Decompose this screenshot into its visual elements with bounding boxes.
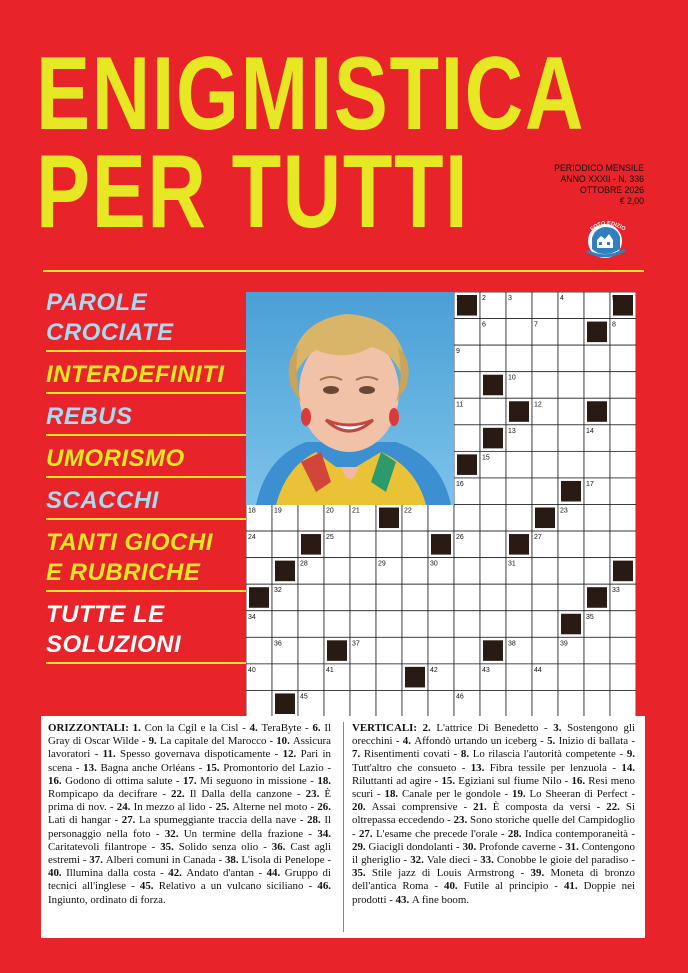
menu-item-scacchi: SCACCHI (46, 487, 159, 514)
grid-number: 4 (560, 295, 564, 302)
clue: 46. Ingiunto, ordinato di forza. (48, 880, 332, 906)
grid-number: 40 (248, 666, 256, 674)
clue: 44. Gruppo di tecnici all'inglese - (48, 867, 331, 893)
clues-heading: ORIZZONTALI: (48, 722, 133, 734)
grid-cell (376, 637, 402, 664)
black-square (587, 587, 607, 608)
grid-number: 10 (508, 374, 516, 382)
black-square (457, 454, 477, 475)
grid-number: 8 (612, 321, 616, 329)
grid-cell (454, 505, 480, 532)
menu-divider (46, 518, 246, 520)
grid-cell (584, 505, 610, 532)
grid-cell (454, 558, 480, 585)
clue: 7. Risentimenti covati - (352, 748, 461, 761)
grid-cell (376, 611, 402, 638)
clue: 13. Fibra tessile per lenzuola - (470, 761, 622, 774)
grid-cell (428, 690, 454, 717)
grid-number: 27 (534, 534, 542, 542)
grid-cell (584, 345, 610, 372)
grid-cell (402, 531, 428, 558)
grid-cell (610, 664, 636, 691)
grid-number: 36 (274, 640, 282, 648)
grid-cell (246, 637, 272, 664)
grid-cell (506, 505, 532, 532)
grid-number: 16 (456, 480, 464, 488)
grid-cell (480, 690, 506, 717)
menu-item-rebus: REBUS (46, 403, 133, 430)
grid-number: 6 (482, 321, 486, 329)
black-square (249, 587, 269, 608)
grid-cell (506, 451, 532, 478)
grid-cell (558, 372, 584, 399)
issue-number: ANNO XXXII - N. 336 (560, 174, 644, 185)
clue: 36. Cast agli estremi - (48, 840, 331, 867)
clue: 1. Con la Cgil e la Cisl - (132, 722, 250, 734)
grid-cell (402, 584, 428, 611)
grid-cell (532, 478, 558, 505)
grid-cell (428, 505, 454, 532)
clue: 15. Promontorio del Lazio - (205, 761, 331, 774)
grid-cell (584, 292, 610, 319)
grid-cell (584, 558, 610, 585)
grid-cell (402, 611, 428, 638)
menu-item-umorismo: UMORISMO (46, 445, 185, 472)
grid-number: 45 (300, 693, 308, 701)
clue: 20. Assai comprensive - (352, 801, 474, 814)
grid-cell (272, 531, 298, 558)
grid-cell (298, 637, 324, 664)
grid-cell (610, 478, 636, 505)
black-square (405, 667, 425, 688)
grid-cell (324, 611, 350, 638)
grid-cell (298, 584, 324, 611)
grid-number: 37 (352, 640, 360, 648)
grid-number: 1 (456, 295, 460, 302)
grid-cell (298, 505, 324, 532)
grid-cell (558, 451, 584, 478)
grid-number: 38 (508, 640, 516, 648)
grid-cell (324, 584, 350, 611)
grid-cell (272, 664, 298, 691)
grid-number: 42 (430, 666, 438, 674)
clue: 2. L'attrice Di Benedetto - (422, 722, 554, 734)
clue: 23. Sono storiche quelle del Campidoglio - (352, 814, 635, 840)
grid-cell (454, 372, 480, 399)
grid-cell (350, 584, 376, 611)
menu-divider (46, 662, 246, 664)
clue: 18. Canale per le gondole - (384, 788, 512, 801)
clue: 37. Alberi comuni in Canada - (89, 854, 225, 867)
grid-cell (454, 584, 480, 611)
clue: 26. Lati di hangar - (48, 801, 331, 827)
clue: 31. Contengono il gheriglio - (352, 840, 636, 867)
grid-number: 24 (248, 534, 256, 542)
clue: 28. Il personaggio nella foto - (48, 814, 331, 840)
clue: 38. L'isola di Penelope - (224, 854, 331, 867)
clue: 28. Indica contemporaneità - (507, 827, 635, 840)
black-square (431, 534, 451, 555)
clue: 21. È composta da versi - (473, 801, 607, 814)
menu-divider (46, 476, 246, 478)
grid-cell (558, 584, 584, 611)
grid-cell (558, 398, 584, 425)
grid-cell (402, 690, 428, 717)
grid-number: 43 (482, 666, 490, 674)
clues-heading: VERTICALI: (352, 722, 423, 734)
clue: 27. L'esame che precede l'orale - (358, 827, 508, 840)
grid-cell (584, 531, 610, 558)
grid-cell (272, 611, 298, 638)
grid-cell (610, 690, 636, 717)
clue: 13. Bagna anche Orléans - (83, 761, 206, 774)
black-square (483, 375, 503, 396)
grid-cell (506, 584, 532, 611)
clue: 4. Affondò urtando un iceberg - (402, 735, 548, 748)
grid-cell (480, 531, 506, 558)
black-square (535, 508, 555, 529)
clue: 29. Giacigli dondolanti - (352, 840, 463, 853)
grid-cell (480, 505, 506, 532)
grid-number: 39 (560, 640, 568, 648)
grid-number: 19 (274, 507, 282, 515)
menu-item-soluzioni: SOLUZIONI (46, 631, 182, 658)
contents-list (46, 288, 246, 672)
clue: 41. Doppie nei prodotti - (352, 880, 635, 906)
grid-number: 34 (248, 613, 256, 621)
clues-divider (343, 722, 344, 932)
grid-cell (610, 505, 636, 532)
clue: 22. Il Dalla della canzone - (171, 788, 306, 801)
grid-number: 23 (560, 507, 568, 515)
grid-cell (350, 664, 376, 691)
grid-cell (584, 690, 610, 717)
grid-number: 46 (456, 693, 464, 701)
grid-cell (610, 345, 636, 372)
clue: 23. È prima di nov. - (48, 788, 331, 814)
header-divider (43, 270, 644, 272)
menu-item-tanti-giochi: TANTI GIOCHI (46, 529, 213, 556)
menu-item-parole: PAROLE (46, 289, 148, 316)
clue: 22. Si oltrepassa eccedendo - (352, 801, 635, 827)
featured-person-photo (246, 292, 454, 505)
grid-cell (298, 664, 324, 691)
grid-number: 2 (482, 295, 486, 302)
clue: 8. Lo rilascia l'autorità competente - (460, 748, 627, 761)
grid-number: 25 (326, 534, 334, 542)
clue: 11. Spesso governava dispoticamente - (102, 748, 283, 761)
grid-cell (246, 558, 272, 585)
grid-number: 41 (326, 666, 334, 674)
grid-cell (506, 664, 532, 691)
issue-date: OTTOBRE 2026 (580, 185, 644, 196)
black-square (613, 295, 633, 316)
grid-number: 13 (508, 427, 516, 435)
grid-number: 21 (352, 507, 360, 515)
grid-cell (428, 611, 454, 638)
grid-cell (610, 531, 636, 558)
grid-number: 3 (508, 295, 512, 302)
clue: 42. Andato d'antan - (168, 867, 267, 880)
grid-cell (558, 425, 584, 452)
clue: 15. Egiziani sul fiume Nilo - (441, 774, 572, 787)
clue: 3. Sostengono gli orecchini - (352, 722, 636, 748)
grid-number: 32 (274, 587, 282, 595)
grid-cell (376, 531, 402, 558)
grid-cell (558, 690, 584, 717)
grid-cell (454, 611, 480, 638)
grid-cell (610, 451, 636, 478)
clue: 30. Profonde caverne - (462, 840, 566, 853)
clue: 32. Un termine della frazione - (164, 827, 318, 840)
clue: 10. Assicura lavoratori - (48, 735, 331, 761)
clue: 35. Stile jazz di Louis Armstrong - (352, 867, 531, 880)
grid-cell (350, 690, 376, 717)
grid-cell (558, 558, 584, 585)
grid-cell (532, 611, 558, 638)
grid-number: 18 (248, 507, 256, 515)
black-square (561, 481, 581, 502)
clue: 40. Illumina dalla costa - (48, 867, 169, 880)
grid-number: 20 (326, 507, 334, 515)
clue: 14. Riluttanti ad agire - (352, 761, 635, 787)
clue: 24. In mezzo al lido - (116, 801, 216, 814)
grid-number: 7 (534, 321, 538, 329)
black-square (509, 534, 529, 555)
grid-cell (584, 664, 610, 691)
clue: 12. Pari in scena - (48, 748, 331, 774)
grid-cell (480, 558, 506, 585)
grid-number: 33 (612, 587, 620, 595)
grid-cell (532, 637, 558, 664)
grid-cell (506, 478, 532, 505)
clue: 16. Godono di ottima salute - (48, 774, 183, 787)
black-square (379, 508, 399, 529)
grid-cell (506, 611, 532, 638)
menu-item-tutte-le: TUTTE LE (46, 601, 165, 628)
clue: 33. Conobbe le gioie del paradiso - (480, 854, 636, 867)
grid-cell (610, 637, 636, 664)
clue: 16. Resi meno scuri - (352, 774, 635, 801)
grid-cell (454, 664, 480, 691)
black-square (301, 534, 321, 555)
issue-info (543, 163, 644, 207)
logo-text: FOTO EDIZIO (589, 220, 627, 233)
grid-cell (506, 345, 532, 372)
grid-cell (532, 690, 558, 717)
clue: 45. Relativo a un vulcano siciliano - (139, 880, 318, 893)
grid-cell (454, 425, 480, 452)
menu-divider (46, 350, 246, 352)
grid-number: 28 (300, 560, 308, 568)
clue: 9. La capitale del Marocco - (148, 735, 277, 748)
menu-item-crociate: CROCIATE (46, 319, 174, 346)
grid-number: 29 (378, 560, 386, 568)
grid-cell (584, 637, 610, 664)
grid-cell (532, 345, 558, 372)
periodicity: PERIODICO MENSILE (554, 163, 644, 174)
clue: 6. Il Gray di Oscar Wilde - (48, 722, 332, 748)
grid-cell (402, 637, 428, 664)
menu-item-rubriche: E RUBRICHE (46, 559, 201, 586)
grid-cell (480, 478, 506, 505)
menu-divider (46, 434, 246, 436)
black-square (509, 401, 529, 422)
clue: 19. Lo Sheeran di Perfect - (512, 788, 636, 801)
clue: 18. Rompicapo da decifrare - (48, 774, 331, 801)
clue: 34. Caritatevoli filantrope - (48, 827, 331, 853)
grid-cell (610, 611, 636, 638)
grid-cell (584, 451, 610, 478)
grid-number: 5 (612, 295, 616, 302)
clue: 27. La spumeggiante traccia della nave - (121, 814, 308, 827)
grid-cell (324, 558, 350, 585)
menu-divider (46, 392, 246, 394)
black-square (457, 295, 477, 316)
clue: 35. Solido senza olio - (160, 840, 272, 853)
grid-cell (610, 425, 636, 452)
grid-cell (532, 584, 558, 611)
grid-number: 12 (534, 401, 542, 409)
grid-number: 31 (508, 560, 516, 568)
grid-number: 26 (456, 534, 464, 542)
grid-cell (558, 531, 584, 558)
black-square (327, 640, 347, 661)
grid-cell (454, 637, 480, 664)
grid-number: 22 (404, 507, 412, 515)
menu-item-interdefiniti: INTERDEFINITI (46, 361, 225, 388)
grid-cell (480, 584, 506, 611)
grid-cell (610, 372, 636, 399)
publisher-logo (583, 218, 631, 260)
grid-cell (298, 611, 324, 638)
clue: 39. Moneta di bronzo dell'antica Roma - (352, 867, 635, 893)
grid-cell (246, 690, 272, 717)
grid-cell (350, 531, 376, 558)
magazine-title-line2: PER TUTTI (36, 134, 470, 250)
grid-cell (428, 637, 454, 664)
menu-divider (46, 590, 246, 592)
black-square (561, 614, 581, 635)
grid-cell (376, 584, 402, 611)
grid-number: 9 (456, 348, 460, 356)
grid-number: 44 (534, 666, 542, 674)
clue: 25. Alterne nel moto - (215, 801, 318, 814)
grid-number: 35 (586, 613, 594, 621)
black-square (587, 401, 607, 422)
grid-cell (532, 372, 558, 399)
grid-cell (558, 319, 584, 346)
grid-cell (428, 584, 454, 611)
clue: 9. Tutt'altro che consueto - (352, 748, 636, 774)
grid-cell (480, 611, 506, 638)
black-square (483, 428, 503, 449)
grid-cell (376, 664, 402, 691)
grid-cell (558, 664, 584, 691)
grid-cell (350, 558, 376, 585)
grid-cell (532, 292, 558, 319)
price: € 2,00 (619, 196, 644, 207)
grid-cell (532, 558, 558, 585)
grid-cell (480, 345, 506, 372)
grid-cell (532, 425, 558, 452)
clue: 17. Mi seguono in missione - (182, 774, 318, 787)
black-square (275, 561, 295, 582)
magazine-title-line1: ENIGMISTICA (36, 36, 585, 152)
grid-cell (324, 690, 350, 717)
grid-cell (506, 319, 532, 346)
clue: 40. Futile al principio - (444, 880, 564, 893)
black-square (275, 693, 295, 714)
clue: 32. Vale dieci - (410, 854, 481, 867)
grid-cell (584, 372, 610, 399)
clue: 4. TeraByte - (249, 722, 313, 734)
grid-cell (506, 690, 532, 717)
grid-cell (480, 398, 506, 425)
clues-panel (43, 718, 643, 936)
grid-number: 15 (482, 454, 490, 462)
grid-cell (558, 345, 584, 372)
grid-cell (610, 398, 636, 425)
black-square (587, 322, 607, 343)
grid-cell (532, 451, 558, 478)
grid-number: 14 (586, 427, 594, 435)
black-square (613, 561, 633, 582)
clue: 5. Inizio di ballata - (547, 735, 636, 748)
down-clues (352, 722, 635, 907)
grid-number: 11 (456, 401, 464, 409)
grid-cell (402, 558, 428, 585)
black-square (483, 640, 503, 661)
across-clues (48, 722, 331, 907)
grid-cell (376, 690, 402, 717)
grid-cell (454, 319, 480, 346)
grid-number: 30 (430, 560, 438, 568)
grid-number: 17 (586, 480, 594, 488)
clue: 43. A fine boom. (395, 893, 470, 906)
grid-cell (350, 611, 376, 638)
